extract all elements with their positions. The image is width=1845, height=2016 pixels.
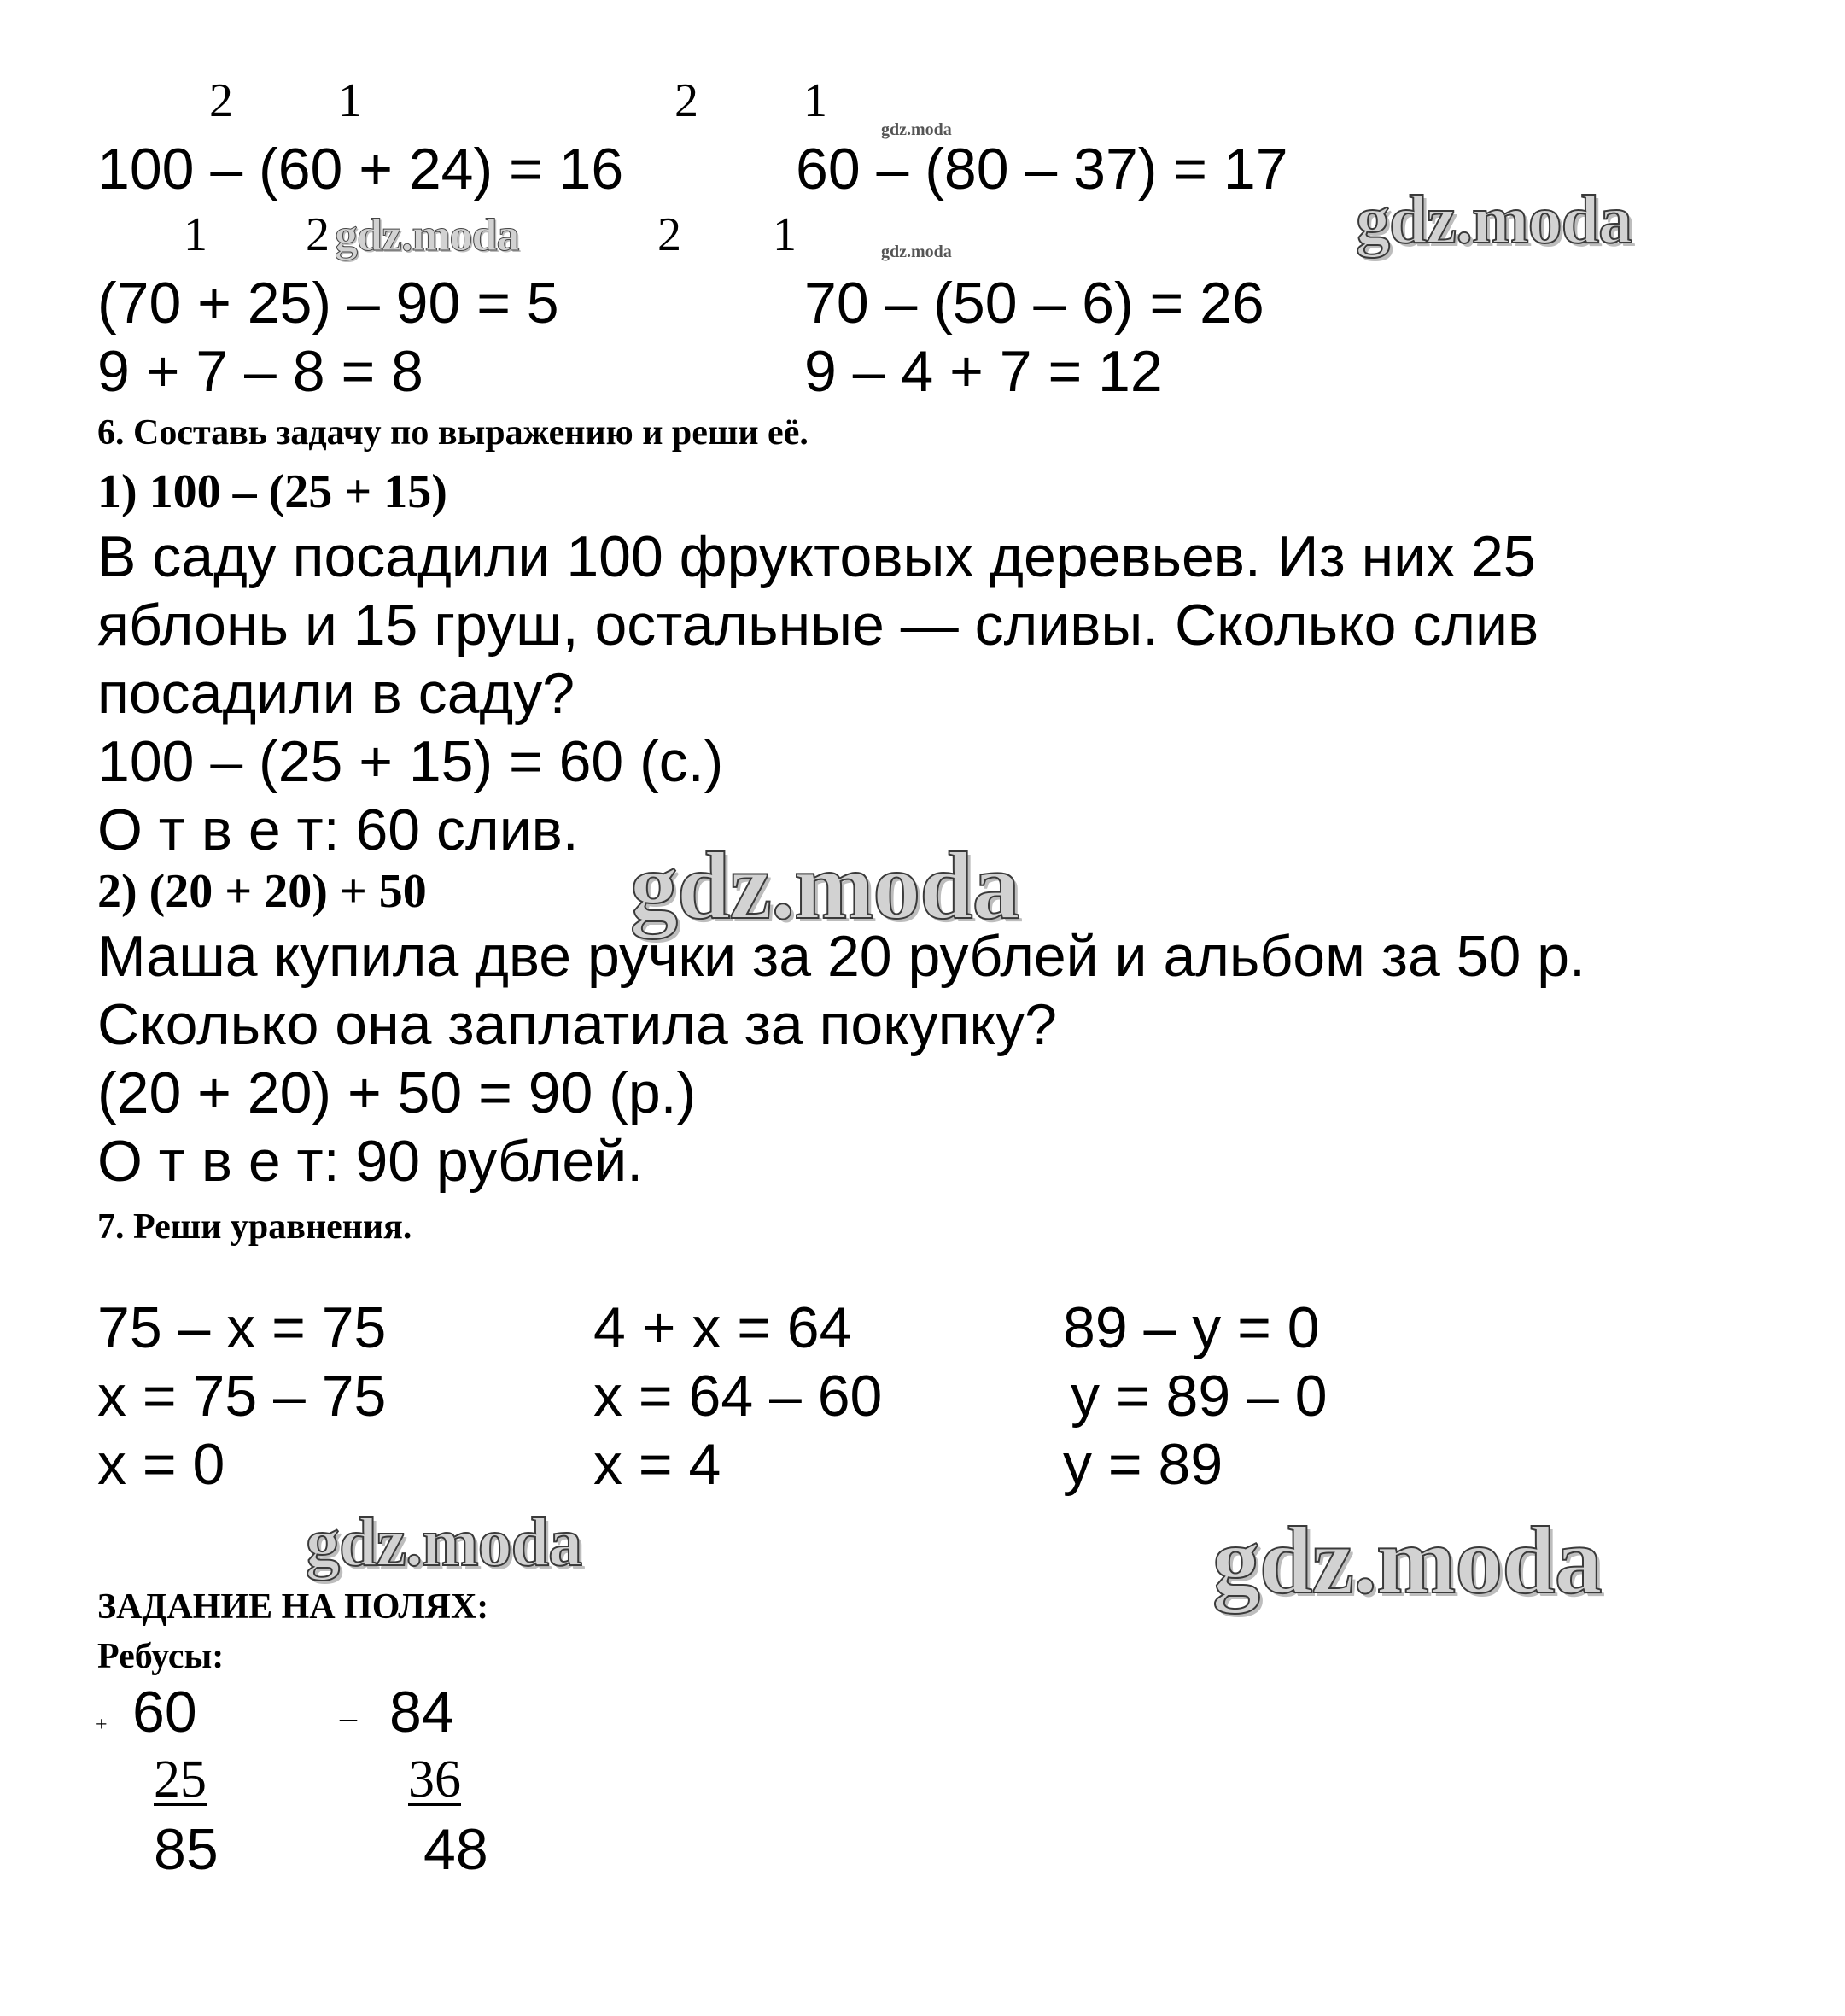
expression: 100 – (60 + 24) = 16: [97, 137, 624, 202]
problem-text: яблонь и 15 груш, остальные — сливы. Сколько слив: [97, 593, 1539, 657]
equation-step: 4 + x = 64: [593, 1295, 852, 1360]
minus-sign: _: [340, 1686, 357, 1725]
expression: 60 – (80 – 37) = 17: [796, 137, 1288, 202]
watermark: gdz.moda: [335, 209, 519, 260]
answer: О т в е т: 90 рублей.: [97, 1129, 644, 1194]
watermark-small: gdz.moda: [881, 120, 952, 139]
solution: 100 – (25 + 15) = 60 (с.): [97, 729, 724, 794]
problem-text: В саду посадили 100 фруктовых деревьев. Из них 25: [97, 524, 1536, 589]
rebus-bottom: 36: [408, 1750, 461, 1809]
equation-step: x = 0: [97, 1432, 225, 1497]
order-mark: 2: [657, 208, 681, 261]
rebus-result: 48: [423, 1817, 488, 1882]
problem-text: посадили в саду?: [97, 661, 575, 726]
expression: (70 + 25) – 90 = 5: [97, 271, 559, 336]
equation-step: x = 64 – 60: [593, 1364, 883, 1429]
equation-step: 89 – y = 0: [1063, 1295, 1320, 1360]
order-mark: 2: [674, 74, 698, 127]
equation-step: x = 4: [593, 1432, 721, 1497]
watermark: gdz.moda: [306, 1505, 582, 1581]
problem-text: Маша купила две ручки за 20 рублей и альбом за 50 р.: [97, 924, 1585, 989]
order-mark: 1: [773, 208, 797, 261]
subtask-label: 2) (20 + 20) + 50: [97, 865, 427, 918]
equation-step: y = 89: [1063, 1432, 1223, 1497]
margin-heading: ЗАДАНИЕ НА ПОЛЯХ:: [97, 1587, 489, 1627]
equation-step: 75 – x = 75: [97, 1295, 387, 1360]
order-mark: 1: [338, 74, 362, 127]
expression: 9 + 7 – 8 = 8: [97, 339, 423, 404]
equation-step: x = 75 – 75: [97, 1364, 387, 1429]
watermark: gdz.moda: [1356, 183, 1632, 258]
task-heading: 7. Реши уравнения.: [97, 1207, 412, 1247]
rebus-top: 84: [389, 1680, 454, 1744]
problem-text: Сколько она заплатила за покупку?: [97, 992, 1057, 1057]
answer: О т в е т: 60 слив.: [97, 798, 579, 862]
order-mark: 1: [184, 208, 207, 261]
rebus-result: 85: [154, 1817, 219, 1882]
order-mark: 2: [209, 74, 233, 127]
watermark-small: gdz.moda: [881, 243, 952, 261]
equation-step: y = 89 – 0: [1071, 1364, 1328, 1429]
rebus-top: 60: [132, 1680, 197, 1744]
task-heading: 6. Составь задачу по выражению и реши её.: [97, 413, 809, 453]
subtask-label: 1) 100 – (25 + 15): [97, 465, 447, 518]
watermark: gdz.moda: [1212, 1508, 1602, 1614]
watermark: gdz.moda: [630, 833, 1019, 939]
expression: 70 – (50 – 6) = 26: [804, 271, 1264, 336]
margin-subheading: Ребусы:: [97, 1637, 225, 1676]
rebus-bottom: 25: [154, 1750, 207, 1809]
plus-sign: +: [96, 1714, 108, 1736]
expression: 9 – 4 + 7 = 12: [804, 339, 1163, 404]
solution: (20 + 20) + 50 = 90 (р.): [97, 1061, 697, 1125]
order-mark: 1: [803, 74, 827, 127]
order-mark: 2: [306, 208, 330, 261]
